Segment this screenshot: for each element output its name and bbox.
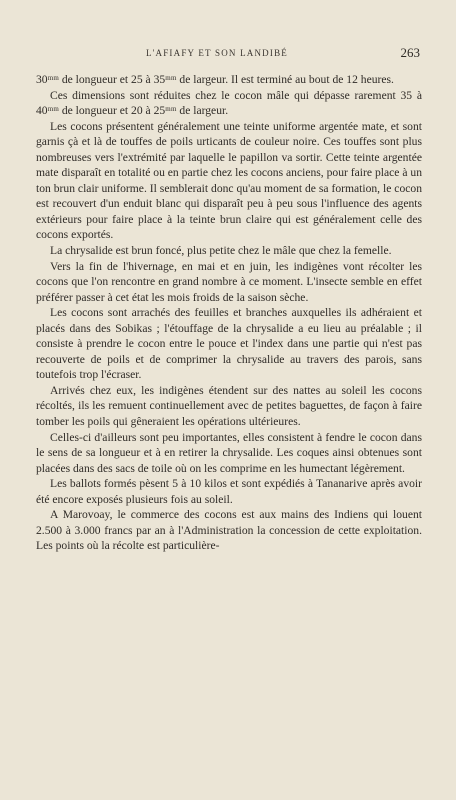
paragraph: Les cocons sont arrachés des feuilles et branches auxquelles ils adhéraient et placés dans des Sobikas ; l'étouffage de la chrysalide a eu lieu au préalable ; il consiste à prendre le cocon entre le pouce et l'index dans une partie qui n'est pas recouverte de poils et de comprimer la chrysalide au travers des parois, sans toutefois trop l'écraser.: [36, 306, 422, 382]
paragraph: La chrysalide est brun foncé, plus petite chez le mâle que chez la femelle.: [50, 244, 392, 258]
paragraph: Les cocons présentent généralement une teinte uniforme argentée mate, et sont garnis çà et là de touffes de poils urticants de couleur noire. Ces touffes sont plus nombreuses vers l'extrémité par laquelle le papillon va sortir. Cette teinte argentée mate disparaît en totalité ou en partie chez les cocons anciens, pour faire place à un ton brun clair uniforme. Il semblerait donc qu'au moment de sa formation, le cocon est recouvert d'un enduit blanc qui disparaît peu à peu sous l'influence des agents extérieurs pour faire place à la teinte brun claire qui est généralement celle des cocons exportés.: [36, 119, 422, 242]
page-number: 263: [400, 45, 420, 60]
running-head: L'AFIAFY ET SON LANDIBÉ: [146, 48, 288, 58]
paragraph: Celles-ci d'ailleurs sont peu importantes, elles consistent à fendre le cocon dans le sens de sa longueur et à en retirer la chrysalide. Les coques ainsi obtenues sont placées dans des sacs de toile où on les comprime en les humectant légèrement.: [36, 430, 422, 475]
paragraph: Arrivés chez eux, les indigènes étendent sur des nattes au soleil les cocons récoltés, ils les remuent continuellement avec de petites baguettes, de façon à faire tomber les poils qui gêneraient les opérations ultérieures.: [36, 383, 422, 429]
body-text: [36, 72, 422, 554]
paragraph: A Marovoay, le commerce des cocons est aux mains des Indiens qui louent 2.500 à 3.000 francs par an à l'Administration la concession de cette exploitation. Les points où la récolte est particulière-: [36, 508, 422, 553]
paragraph: Les ballots formés pèsent 5 à 10 kilos et sont expédiés à Tananarive après avoir été encore exposés plusieurs fois au soleil.: [36, 477, 422, 506]
paragraph: Vers la fin de l'hivernage, en mai et en juin, les indigènes vont récolter les cocons que l'on rencontre en grand nombre à ce moment. L'insecte semble en effet préférer passer à cet état les mois froids de la saison sèche.: [36, 259, 422, 304]
page-header: [36, 45, 420, 63]
paragraph: 30ᵐᵐ de longueur et 25 à 35ᵐᵐ de largeur. Il est terminé au bout de 12 heures.: [36, 73, 394, 86]
paragraph: Ces dimensions sont réduites chez le cocon mâle qui dépasse rarement 35 à 40ᵐᵐ de longueur et 20 à 25ᵐᵐ de largeur.: [36, 88, 422, 118]
